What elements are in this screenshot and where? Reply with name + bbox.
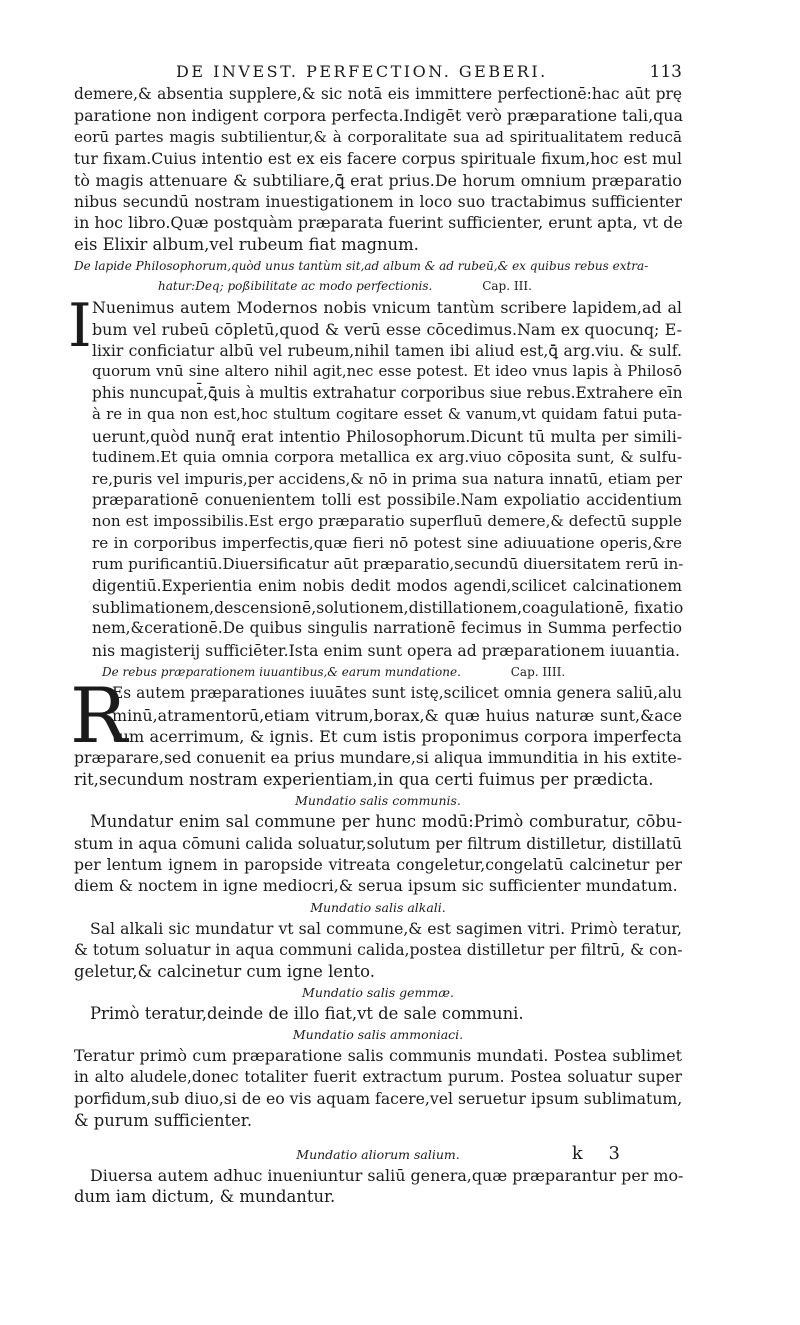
drop-cap-initial: I	[68, 291, 92, 362]
chapter-3-paragraph	[68, 291, 684, 661]
text-line: rit,secundum nostram experientiam,in qua certi fuimus per prædicta.	[74, 769, 654, 789]
opening-paragraph	[74, 84, 682, 255]
drop-cap-initial: R	[70, 671, 128, 761]
text-line: nem,&cerationē.De quibus singulis narrationē fecimus in Summa perfectio	[92, 619, 682, 638]
text-line: Nuenimus autem Modernos nobis vnicum tantùm scribere lapidem,ad al	[92, 298, 682, 318]
text-line: uerunt,quòd nunq̄ erat intentio Philosophorum.Dicunt tū multa per simili-	[92, 426, 682, 446]
text-line: non est impossibilis.Est ergo præparatio superfluū demere,& defectū supple	[92, 512, 682, 531]
text-line: Es autem præparationes iuuātes sunt istę,scilicet omnia genera saliū,alu	[112, 684, 682, 703]
chapter-label: Cap. IIII.	[510, 665, 566, 680]
text-line: tudinem.Et quia omnia corpora metallica ex arg.viuo cōposita sunt, & sulfu-	[92, 448, 682, 467]
signature-mark: k 3	[571, 1143, 630, 1164]
text-line: quorum vnū sine altero nihil agit,nec esse potest. Et ideo vnus lapis à Philosō	[92, 362, 682, 381]
text-line: Teratur primò cum præparatione salis communis mundati. Postea sublimet	[74, 1046, 682, 1066]
text-line: in hoc libro.Quæ postquàm præparata fuerint sufficienter, erunt apta, vt de	[74, 213, 683, 233]
text-line: Diuersa autem adhuc inueniuntur saliū genera,quæ præparantur per mo-	[90, 1166, 684, 1186]
text-line: nibus secundū nostram inuestigationem in loco suo tractabimus sufficienter	[74, 192, 682, 212]
text-line: Primò teratur,deinde de illo fiat,vt de sale communi.	[90, 1004, 524, 1024]
text-line: porfidum,sub diuo,si de eo vis aquam facere,vel seruetur ipsum sublimatum,	[74, 1089, 683, 1109]
text-line: eis Elixir album,vel rubeum fiat magnum.	[74, 234, 419, 254]
text-line: & totum soluatur in aqua communi calida,postea distilletur per filtrū, & con-	[74, 940, 683, 960]
sal-aliorum-paragraph	[74, 1165, 682, 1208]
text-line: Mundatur enim sal commune per hunc modū:Primò comburatur, cōbu-	[90, 812, 682, 832]
text-line: paratione non indigent corpora perfecta.Indigēt verò præparatione tali,qua	[74, 106, 684, 126]
caption-line: hatur:Deq; poßibilitate ac modo perfectionis.	[158, 279, 433, 294]
section-heading: Mundatio aliorum salium.	[296, 1147, 460, 1163]
section-heading: Mundatio salis communis.	[295, 793, 461, 809]
section-heading: Mundatio salis gemmæ.	[302, 985, 454, 1001]
running-head	[74, 62, 682, 82]
section-heading: Mundatio salis alkali.	[310, 899, 446, 915]
text-line: digentiū.Experientia enim nobis dedit modos agendi,scilicet calcinationem	[92, 576, 682, 595]
text-line: minū,atramentorū,etiam vitrum,borax,& quæ huius naturæ sunt,&ace	[112, 705, 682, 725]
chapter-label: Cap. III.	[482, 279, 532, 294]
text-line: Sal alkali sic mundatur vt sal commune,& est sagimen vitri. Primò teratur,	[90, 918, 682, 938]
sal-alkali-paragraph	[74, 918, 682, 982]
folio-number: 113	[649, 62, 682, 82]
section-heading: Mundatio salis ammoniaci.	[292, 1027, 464, 1043]
chapter-3-caption	[74, 258, 682, 275]
text-line: per lentum ignem in paropside vitreata congeletur,congelatū calcinetur per	[74, 855, 682, 874]
text-line: phis nuncupat̄,ꝗ̄uis à multis extrahatur corporibus siue rebus.Extrahere eīn	[92, 383, 683, 402]
text-line: præparare,sed conuenit ea prius mundare,si aliqua immunditia in his extite-	[74, 748, 682, 768]
text-line: tum acerrimum, & ignis. Et cum istis proponimus corpora imperfecta	[112, 726, 682, 746]
text-line: in alto aludele,donec totaliter fuerit extractum purum. Postea soluatur super	[74, 1067, 682, 1086]
text-line: tur fixam.Cuius intentio est ex eis facere corpus spirituale fixum,hoc est mul	[74, 149, 682, 169]
text-line: præparationē conuenientem tolli est possibile.Nam expoliatio accidentium	[92, 490, 682, 509]
text-line: à re in qua non est,hoc stultum cogitare esset & vanum,vt quidam fatui puta-	[92, 405, 682, 424]
caption-line: De rebus præparationem iuuantibus,& earum mundatione.	[102, 665, 461, 680]
text-line: re in corporibus imperfectis,quæ fieri nō potest sine adiuuatione operis,&re	[92, 533, 682, 552]
text-line: geletur,& calcinetur cum igne lento.	[74, 961, 375, 981]
chapter-4-caption	[74, 664, 682, 681]
chapter-3-caption-continued	[74, 278, 682, 295]
text-line: stum in aqua cōmuni calida soluatur,solutum per filtrum distilletur, distillatū	[74, 833, 682, 853]
text-line: nis magisterij sufficiēter.Ista enim sunt opera ad præparationem iuuantia.	[92, 640, 681, 660]
text-line: eorū partes magis subtilientur,& à corporalitate sua ad spiritualitatem reducā	[74, 127, 682, 146]
text-line: & purum sufficienter.	[74, 1110, 253, 1130]
sal-communis-paragraph	[74, 811, 682, 897]
running-title: DE INVEST. PERFECTION. GEBERI.	[176, 62, 548, 81]
text-line: rum purificantiū.Diuersificatur aūt præparatio,secundū diuersitatem rerū in-	[92, 555, 684, 574]
text-line: bum vel rubeū cōpletū,quod & verū esse cōcedimus.Nam ex quocunq; E-	[92, 319, 682, 339]
text-line: dum iam dictum, & mundantur.	[74, 1187, 336, 1207]
sal-ammoniaci-paragraph	[74, 1045, 682, 1131]
text-line: lixir conficiatur albū vel rubeum,nihil tamen ibi aliud est,ꝗ̄ arg.viu. & sulf.	[92, 341, 682, 361]
text-line: diem & noctem in igne mediocri,& serua ipsum sic sufficienter mundatum.	[74, 876, 678, 896]
sal-gemmae-paragraph	[74, 1003, 682, 1024]
text-line: re,puris vel impuris,per accidens,& nō in prima sua natura innatū, etiam per	[92, 469, 682, 488]
text-line: demere,& absentia supplere,& sic notā eis immittere perfectionē:hac aūt prę	[74, 85, 682, 103]
text-line: sublimationem,descensionē,solutionem,distillationem,coagulationē, fixatio	[92, 597, 684, 617]
caption-line: De lapide Philosophorum,quòd unus tantùm sit,ad album & ad rubeū,& ex quibus rebus extra-	[74, 259, 649, 274]
text-line: tò magis attenuare & subtiliare,ꝗ̄ erat prius.De horum omnium præparatio	[74, 170, 682, 190]
